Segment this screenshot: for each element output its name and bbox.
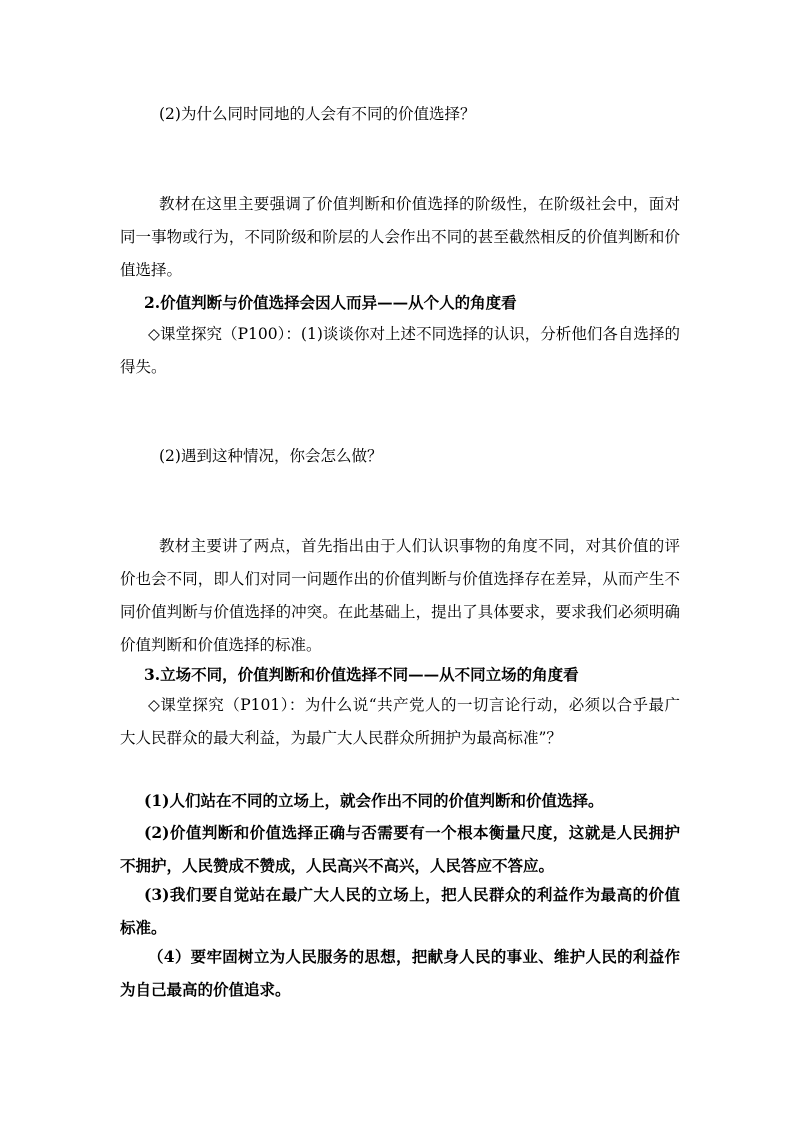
question-2-what-would-you-do: (2)遇到这种情况，你会怎么做？ [159, 447, 383, 465]
paragraph-textbook-two-points: 教材主要讲了两点，首先指出由于人们认识事物的角度不同，对其价值的评价也会不同，即人们对同一问题作出的价值判断与价值选择存在差异，从而产生不同价值判断与价值选择的冲突。在此基础上，提出了具体要求，要求我们必须明确价值判断和价值选择的标准。 [120, 537, 680, 654]
question-2-same-time-place: (2)为什么同时同地的人会有不同的价值选择？ [159, 105, 476, 123]
paragraph-class-nature: 教材在这里主要强调了价值判断和价值选择的阶级性，在阶级社会中，面对同一事物或行为，不同阶级和阶层的人会作出不同的甚至截然相反的价值判断和价值选择。 [120, 195, 680, 279]
point-4-serve-people: （4）要牢固树立为人民服务的思想，把献身人民的事业、维护人民的利益作为自己最高的价值追求。 [120, 947, 680, 999]
classroom-inquiry-p101: ◇课堂探究（P101）：为什么说“共产党人的一切言论行动，必须以合乎最广大人民群众的最大利益，为最广大人民群众所拥护为最高标准”？ [120, 696, 680, 747]
heading-section-2: 2.价值判断与价值选择会因人而异——从个人的角度看 [144, 293, 517, 312]
classroom-inquiry-p100: ◇课堂探究（P100）：(1)谈谈你对上述不同选择的认识，分析他们各自选择的得失。 [120, 325, 680, 376]
point-2-measure: (2)价值判断和价值选择正确与否需要有一个根本衡量尺度，这就是人民拥护不拥护，人民赞成不赞成，人民高兴不高兴，人民答应不答应。 [120, 823, 680, 875]
heading-section-3: 3.立场不同，价值判断和价值选择不同——从不同立场的角度看 [144, 665, 579, 684]
point-1-stance: (1)人们站在不同的立场上，就会作出不同的价值判断和价值选择。 [144, 791, 604, 810]
point-3-people-interest: (3)我们要自觉站在最广大人民的立场上，把人民群众的利益作为最高的价值标准。 [120, 885, 680, 937]
